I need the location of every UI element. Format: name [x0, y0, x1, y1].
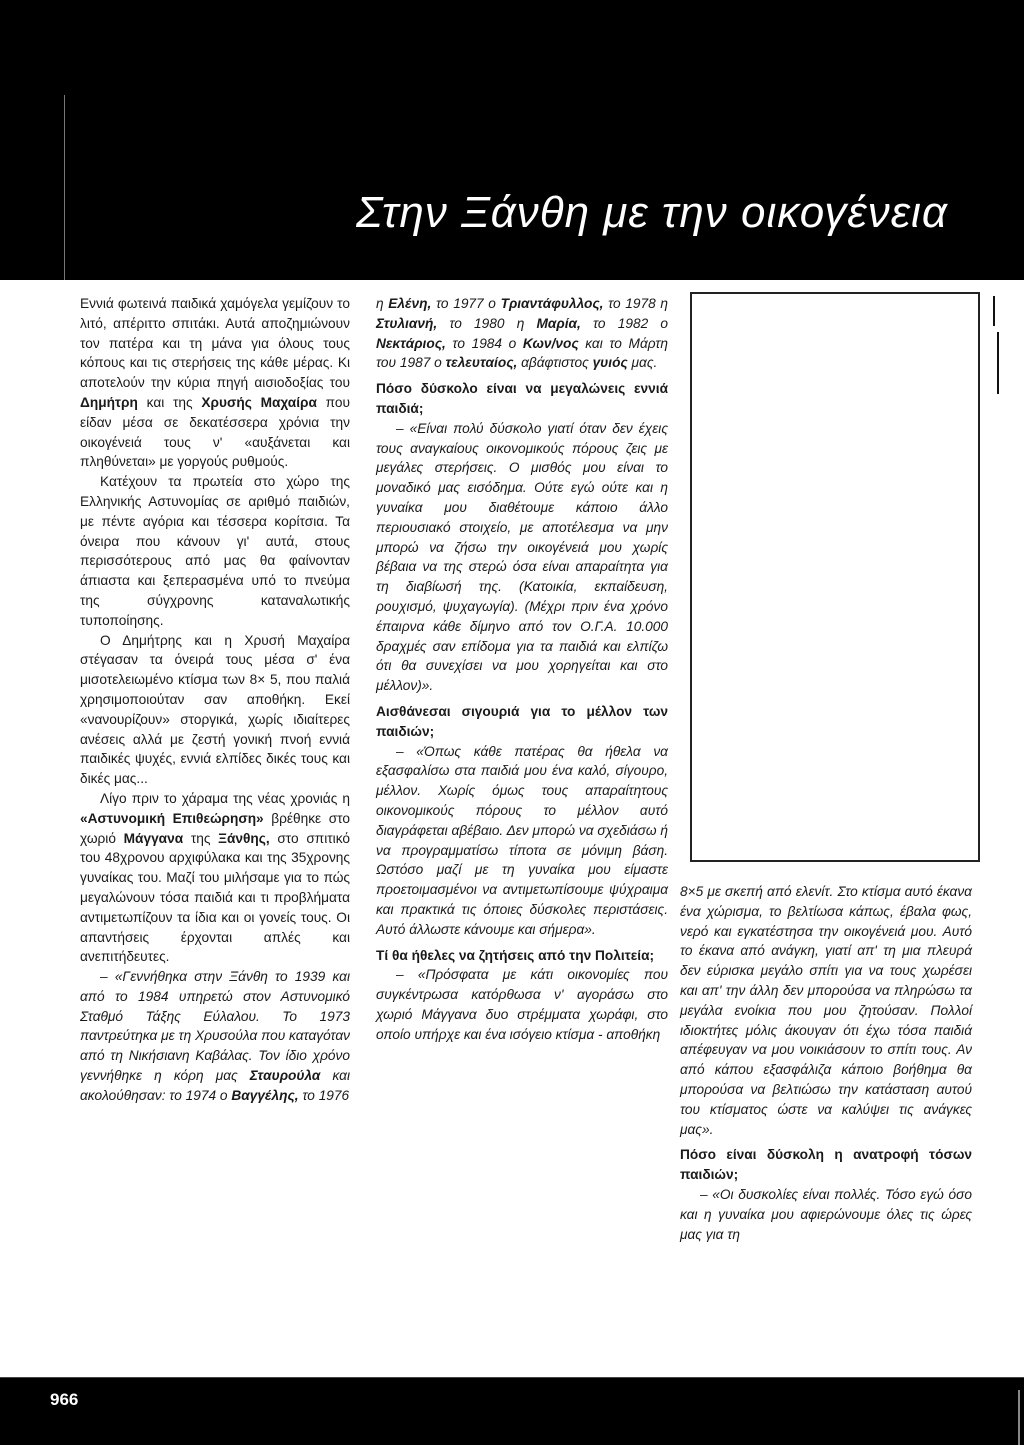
interview-answer: – «Οι δυσκολίες είναι πολλές. Τόσο εγώ όσο και η γυναίκα μου αφιερώνουμε όλες τις ώρες μας για τη: [680, 1186, 972, 1242]
paragraph: Εννιά φωτεινά παιδικά χαμόγελα γεμίζουν το λιτό, απέριττο σπιτάκι. Αυτά αποζημιώνουν τον πατέρα και τη μάνα για όλους τους κόπους και τις στερήσεις της κάθε μέρας. Κι αποτελούν την κύρια πηγή αισιοδοξίας του Δημήτρη και της Χρυσής Μαχαίρα που είδαν μέσα σε δεκατέσσερα χρόνια την οικογένειά τους ν' «αυξάνεται και πληθύνεται» με γοργούς ρυθμούς.: [80, 296, 351, 470]
right-edge-bar: [993, 296, 995, 326]
paragraph: Ο Δημήτρης και η Χρυσή Μαχαίρα στέγασαν τα όνειρά τους μέσα σ' ένα μισοτελειωμένο κτίσμα των 8× 5, που παλιά χρησιμοποιούταν σαν αποθήκη. Εκεί «νανουρίζουν» στοργικά, χωρίς ιδιαίτερες ανέσεις αλλά με ζεστή γονική πνοή εννιά παιδικές ψυχές, εννιά ελπίδες δικές τους και δικές μας...: [80, 632, 350, 787]
interview-question: Αισθάνεσαι σιγουριά για το μέλλον των παιδιών;: [376, 703, 668, 739]
column-left: [80, 294, 350, 1106]
page-number: 966: [50, 1390, 79, 1409]
paragraph: 8×5 με σκεπή από ελενίτ. Στο κτίσμα αυτό έκανα ένα χώρισμα, το βελτίωσα κάπως, έβαλα φως, νερό και εγκατέστησα την οικογένειά μου. Αυτό το έκανα από ανάγκη, γιατί απ' τη μια πλευρά δεν εύρισκα μεγάλο σπίτι για να τους χωρέσει και απ' την άλλη δεν μπορούσα να πληρώσω τα μεγάλα ενοίκια που μου ζητούσαν. Πολλοί ιδιοκτήτες μόλις άκουγαν ότι έχω τόσα παιδιά απέφευγαν να μου νοικιάσουν το σπίτι τους. Αν από κάπου εξασφάλιζα κάποιο βοήθημα θα μπορούσα να βελτιώσω την κατάσταση αυτού του κτίσματος ώστε να καλύψει τις ανάγκες μας».: [680, 884, 972, 1137]
paragraph: Κατέχουν τα πρωτεία στο χώρο της Ελληνικής Αστυνομίας σε αριθμό παιδιών, με πέντε αγόρια και τέσσερα κορίτσια. Τα όνειρα που κάνουν γι' αυτά, στους περισσότερους από μας θα φαίνονταν άπιαστα και ξεπερασμένα υπό το πνεύμα της σύγχρονης καταναλωτικής τυποποίησης.: [80, 474, 350, 628]
footer-side-line: [1018, 1390, 1020, 1445]
header-band: [0, 0, 1024, 280]
interview-answer: – «Όπως κάθε πατέρας θα ήθελα να εξασφαλίσω στα παιδιά μου ένα καλό, σίγουρο, μέλλον. Χωρίς όμως τους απαραίτητους οικονομικούς πόρους το μέλλον αυτό διαγράφεται αβέβαιο. Δεν μπορώ να σχεδιάσω ή να προγραμματίσω τίποτα σε μόνιμη βάση. Ωστόσο μαζί με τη γυναίκα μου είμαστε προετοιμασμένοι να αντιμετωπίσουμε ψύχραιμα και πρακτικά τις όποιες δύσκολες περιστάσεις. Αυτό άλλωστε κάνουμε και σήμερα».: [376, 743, 668, 937]
interview-question: Πόσο είναι δύσκολη η ανατροφή τόσων παιδιών;: [680, 1147, 972, 1183]
column-middle: [376, 294, 668, 1044]
interview-answer: – «Πρόσφατα με κάτι οικονομίες που συγκέντρωσα κατόρθωσα ν' αγοράσω στο χωριό Μάγγανα δυο στρέμματα χωράφι, στο οποίο υπήρχε και ένα ισόγειο κτίσμα - αποθήκη: [376, 967, 668, 1042]
photo-frame: [690, 292, 980, 862]
interview-question: Τί θα ήθελες να ζητήσεις από την Πολιτεία;: [376, 947, 655, 963]
interview-question: Πόσο δύσκολο είναι να μεγαλώνεις εννιά παιδιά;: [376, 381, 668, 416]
paragraph: η Ελένη, το 1977 ο Τριαντάφυλλος, το 1978 η Στυλιανή, το 1980 η Μαρία, το 1982 ο Νεκτάριος, το 1984 ο Κων/νος και το Μάρτη του 1987 ο τελευταίος, αβάφτιστος γυιός μας.: [376, 296, 669, 371]
interview-answer: – «Είναι πολύ δύσκολο γιατί όταν δεν έχεις τους αναγκαίους οικονομικούς πόρους ζεις με μεγάλες στερήσεις. Ο μισθός μου είναι το μοναδικό μας εισόδημα. Ούτε εγώ ούτε και η γυναίκα μου διαθέτουμε κάποιο άλλο περιουσιακό στοιχείο, με αποτέλεσμα να μην μπορώ να ζήσω την οικογένειά μου χωρίς βέβαια να της στερώ όσα είναι απαραίτητα για τη διαβίωσή της. (Κατοικία, εκπαίδευση, ρουχισμό, ψυχαγωγία). (Μέχρι πριν ένα χρόνο έπαιρνα κάθε δίμηνο από τον Ο.Γ.Α. 10.000 δραχμές σαν επίδομα για τα παιδιά και ελπίζω ότι θα συνεχίσει να μου χορηγείται και στο μέλλον)».: [376, 420, 668, 694]
paragraph: – «Γεννήθηκα στην Ξάνθη το 1939 και από το 1984 υπηρετώ στον Αστυνομικό Σταθμό Τάξης Εύλαλου. Το 1973 παντρεύτηκα με τη Χρυσούλα που καταγόταν από τη Νικήσιανη Καβάλας. Τον ίδιο χρόνο γεννήθηκε η κόρη μας Σταυρούλα και ακολούθησαν: το 1974 ο Βαγγέλης, το 1976: [80, 969, 350, 1103]
paragraph: Λίγο πριν το χάραμα της νέας χρονιάς η «Αστυνομική Επιθεώρηση» βρέθηκε στο χωριό Μάγγανα της Ξάνθης, στο σπιτικό του 48χρονου αρχιφύλακα και της 35χρονης γυναίκας του. Μαζί του μιλήσαμε για το πώς μεγαλώνουν τόσα παιδιά και τι προβλήματα αντιμετωπίζουν τα ίδια και οι γονείς τους. Οι απαντήσεις έρχονται απλές και ανεπιτήδευτες.: [80, 790, 350, 965]
column-right: [680, 882, 972, 1244]
header-divider-line: [64, 95, 65, 280]
footer-band: [0, 1378, 1024, 1445]
article-title: Στην Ξάνθη με την οικογένεια: [356, 188, 948, 237]
right-edge-bar: [997, 332, 999, 394]
